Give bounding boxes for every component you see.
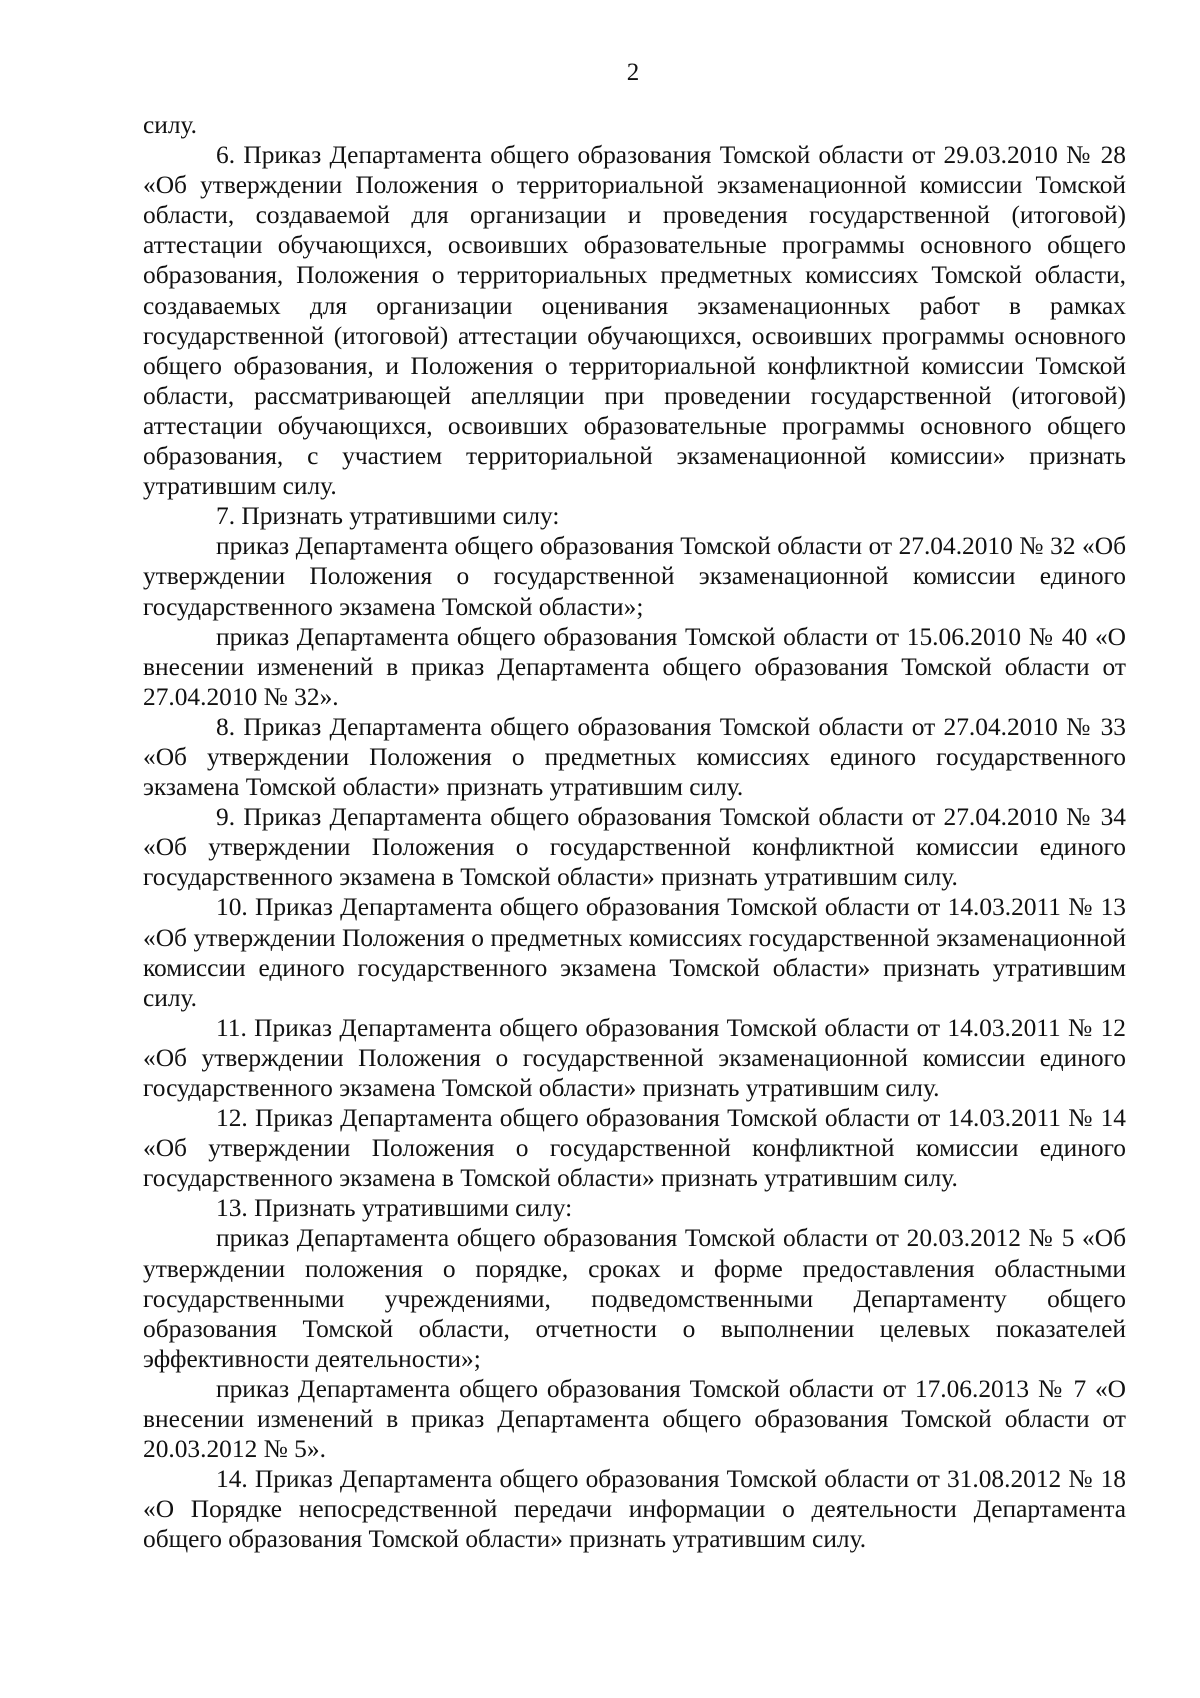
paragraph-item-9: 9. Приказ Департамента общего образования Томской области от 27.04.2010 № 34 «Об утверждении Положения о государственной конфликтной комиссии единого государственного экзамена в Томской области» признать утратившим силу. bbox=[143, 803, 1126, 892]
paragraph-item-8: 8. Приказ Департамента общего образования Томской области от 27.04.2010 № 33 «Об утверждении Положения о предметных комиссиях единого государственного экзамена Томской области» признать утратившим силу. bbox=[143, 712, 1126, 802]
paragraph-item-13: 13. Признать утратившими силу: bbox=[216, 1194, 573, 1223]
paragraph-item-13-sub-2: приказ Департамента общего образования Томской области от 17.06.2013 № 7 «О внесении изменений в приказ Департамента общего образования Томской области от 20.03.2012 № 5». bbox=[143, 1374, 1126, 1464]
paragraph-item-12: 12. Приказ Департамента общего образования Томской области от 14.03.2011 № 14 «Об утверждении Положения о государственной конфликтной комиссии единого государственного экзамена в Томской области» признать утратившим силу. bbox=[143, 1104, 1126, 1193]
paragraph-item-6: 6. Приказ Департамента общего образования Томской области от 29.03.2010 № 28 «Об утверждении Положения о территориальной экзаменационной комиссии Томской области, создаваемой для организации и проведения государственной (итоговой) аттестации обучающихся, освоивших образовательные программы основного общего образования, Положения о территориальных предметных комиссиях Томской области, создаваемых для организации оценивания экзаменационных работ в рамках государственной (итоговой) аттестации обучающихся, освоивших программы основного общего образования, и Положения о территориальной конфликтной комиссии Томской области, рассматривающей апелляции при проведении государственной (итоговой) аттестации обучающихся, освоивших образовательные программы основного общего образования, с участием территориальной экзаменационной комиссии» признать утратившим силу. bbox=[143, 141, 1126, 501]
paragraph-item-10: 10. Приказ Департамента общего образования Томской области от 14.03.2011 № 13 «Об утверждении Положения о предметных комиссиях государственной экзаменационной комиссии единого государственного экзамена Томской области» признать утратившим силу. bbox=[143, 893, 1126, 1012]
document-body bbox=[143, 110, 1126, 1555]
paragraph-item-7: 7. Признать утратившими силу: bbox=[216, 502, 560, 531]
paragraph-item-7-sub-1: приказ Департамента общего образования Томской области от 27.04.2010 № 32 «Об утверждении Положения о государственной экзаменационной комиссии единого государственного экзамена Томской области»; bbox=[143, 532, 1126, 621]
paragraph-item-14: 14. Приказ Департамента общего образования Томской области от 31.08.2012 № 18 «О Порядке непосредственной передачи информации о деятельности Департамента общего образования Томской области» признать утратившим силу. bbox=[143, 1465, 1126, 1554]
paragraph-item-13-sub-1: приказ Департамента общего образования Томской области от 20.03.2012 № 5 «Об утверждении положения о порядке, сроках и форме предоставления областными государственными учреждениями, подведомственными Департаменту общего образования Томской области, отчетности о выполнении целевых показателей эффективности деятельности»; bbox=[143, 1224, 1126, 1373]
page-number: 2 bbox=[626, 59, 640, 86]
paragraph-item-11: 11. Приказ Департамента общего образования Томской области от 14.03.2011 № 12 «Об утверждении Положения о государственной экзаменационной комиссии единого государственного экзамена Томской области» признать утратившим силу. bbox=[143, 1013, 1126, 1102]
paragraph-continuation: силу. bbox=[143, 111, 198, 139]
paragraph-item-7-sub-2: приказ Департамента общего образования Томской области от 15.06.2010 № 40 «О внесении изменений в приказ Департамента общего образования Томской области от 27.04.2010 № 32». bbox=[143, 622, 1126, 711]
